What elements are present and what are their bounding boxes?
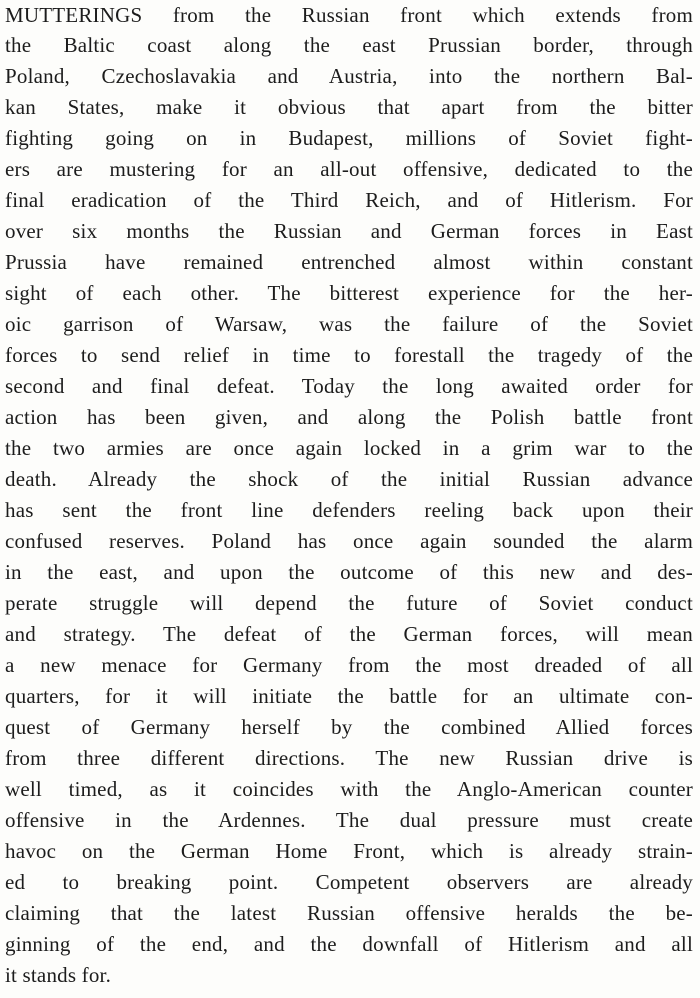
article-line: death. Already the shock of the initial Russian advance [5, 467, 693, 491]
article-line: quarters, for it will initiate the battle for an ultimate con- [5, 684, 693, 708]
article-line: over six months the Russian and German forces in East [5, 219, 693, 243]
article-line: Poland, Czechoslavakia and Austria, into the northern Bal- [5, 64, 693, 88]
article-line: claiming that the latest Russian offensive heralds the be- [5, 901, 693, 925]
article-line: second and final defeat. Today the long awaited order for [5, 374, 693, 398]
article-line: kan States, make it obvious that apart from the bitter [5, 95, 693, 119]
article-line: Prussia have remained entrenched almost within constant [5, 250, 693, 274]
article-line: the Baltic coast along the east Prussian border, through [5, 33, 693, 57]
article-line: final eradication of the Third Reich, and of Hitlerism. For [5, 188, 693, 212]
article-line: havoc on the German Home Front, which is already strain- [5, 839, 693, 863]
article-line: ers are mustering for an all-out offensive, dedicated to the [5, 157, 693, 181]
article-line: MUTTERINGS from the Russian front which extends from [5, 3, 693, 27]
article-line: forces to send relief in time to forestall the tragedy of the [5, 343, 693, 367]
article-line: and strategy. The defeat of the German forces, will mean [5, 622, 693, 646]
article-line: confused reserves. Poland has once again sounded the alarm [5, 529, 693, 553]
article-line: offensive in the Ardennes. The dual pressure must create [5, 808, 693, 832]
article-line: well timed, as it coincides with the Anglo-American counter [5, 777, 693, 801]
article-line: the two armies are once again locked in a grim war to the [5, 436, 693, 460]
article-line: in the east, and upon the outcome of this new and des- [5, 560, 693, 584]
article-line: quest of Germany herself by the combined Allied forces [5, 715, 693, 739]
article-line: from three different directions. The new Russian drive is [5, 746, 693, 770]
article-line: a new menace for Germany from the most dreaded of all [5, 653, 693, 677]
article-line: perate struggle will depend the future of Soviet conduct [5, 591, 693, 615]
article-line: ginning of the end, and the downfall of Hitlerism and all [5, 932, 693, 956]
article-line: action has been given, and along the Polish battle front [5, 405, 693, 429]
article-line: it stands for. [5, 963, 112, 987]
article-line: fighting going on in Budapest, millions of Soviet fight- [5, 126, 693, 150]
article-line: has sent the front line defenders reeling back upon their [5, 498, 693, 522]
article-line: sight of each other. The bitterest experience for the her- [5, 281, 693, 305]
article-line: ed to breaking point. Competent observers are already [5, 870, 693, 894]
article-line: oic garrison of Warsaw, was the failure of the Soviet [5, 312, 693, 336]
